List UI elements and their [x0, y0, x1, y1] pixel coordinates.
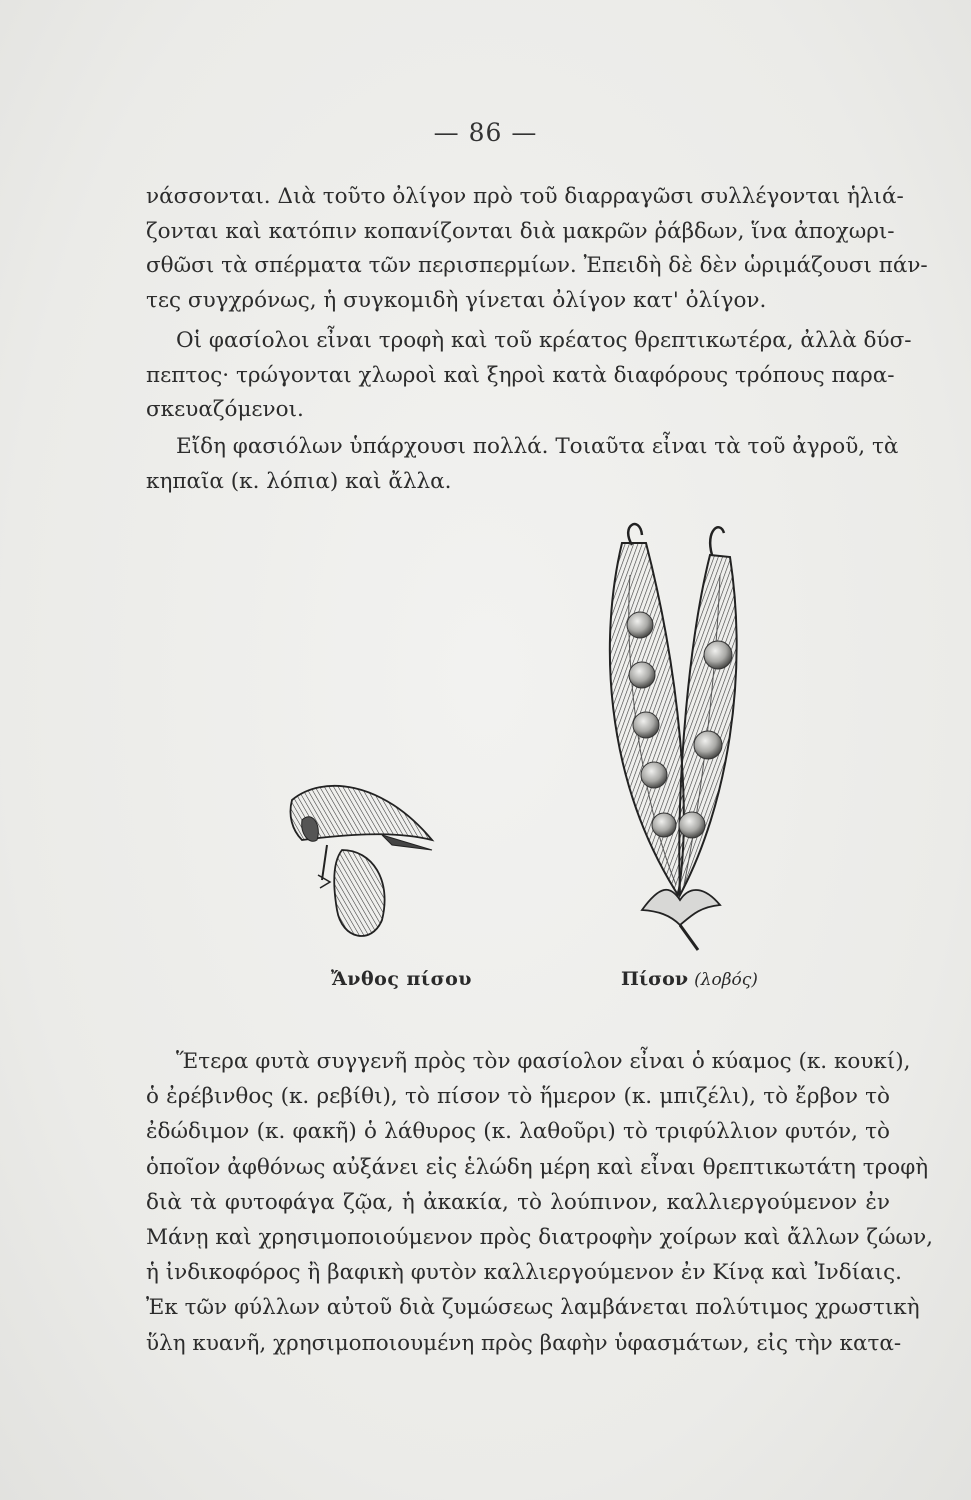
paragraph-varieties — [146, 430, 899, 499]
text-line: τες συγχρόνως, ἡ συγκομιδὴ γίνεται ὀλίγον κατ' ὀλίγον. — [146, 287, 767, 313]
pod-caption — [621, 968, 758, 990]
text-line: νάσσονται. Διὰ τοῦτο ὀλίγον πρὸ τοῦ διαρραγῶσι συλλέγονται ἡλιά- — [146, 184, 904, 209]
text-line: ὁ ἐρέβινθος (κ. ρεβίθι), τὸ πίσον τὸ ἥμερον (κ. μπιζέλι), τὸ ἔρβον τὸ — [146, 1084, 890, 1110]
text-line: ὕλη κυανῆ, χρησιμοποιουμένη πρὸς βαφὴν ὑφασμάτων, εἰς τὴν κατα- — [146, 1330, 902, 1356]
text-line: ὁποῖον ἀφθόνως αὐξάνει εἰς ἑλώδη μέρη καὶ εἶναι θρεπτικωτάτη τροφὴ — [146, 1154, 929, 1180]
pod-caption-note: (λοβός) — [694, 970, 758, 990]
text-line: Οἱ φασίολοι εἶναι τροφὴ καὶ τοῦ κρέατος θρεπτικωτέρα, ἀλλὰ δύσ- — [176, 328, 912, 353]
pea-flower-illustration — [282, 770, 442, 950]
paragraph-related-plants — [146, 1044, 933, 1361]
text-line: ἡ ἰνδικοφόρος ἢ βαφικὴ φυτὸν καλλιεργούμενον ἐν Κίνᾳ καὶ Ἰνδίαις. — [146, 1260, 902, 1286]
text-line: σθῶσι τὰ σπέρματα τῶν περισπερμίων. Ἐπειδὴ δὲ δὲν ὡριμάζουσι πάν- — [146, 253, 928, 279]
text-line: Εἴδη φασιόλων ὑπάρχουσι πολλά. Τοιαῦτα εἶναι τὰ τοῦ ἀγροῦ, τὰ — [176, 434, 899, 459]
flower-caption: Ἄνθος πίσου — [331, 968, 472, 990]
text-line: διὰ τὰ φυτοφάγα ζῷα, ἡ ἀκακία, τὸ λούπινον, καλλιεργούμενον ἐν — [146, 1189, 890, 1215]
pea-pod-illustration — [580, 515, 770, 955]
text-line: Ἐκ τῶν φύλλων αὐτοῦ διὰ ζυμώσεως λαμβάνεται πολύτιμος χρωστικὴ — [146, 1295, 920, 1321]
pod-caption-name: Πίσον — [621, 968, 689, 990]
text-line: κηπαῖα (κ. λόπια) καὶ ἄλλα. — [146, 468, 452, 494]
text-line: πεπτος· τρώγονται χλωροὶ καὶ ξηροὶ κατὰ διαφόρους τρόπους παρα- — [146, 362, 895, 388]
paragraph-nutrition — [146, 324, 912, 428]
text-line: Ἕτερα φυτὰ συγγενῆ πρὸς τὸν φασίολον εἶναι ὁ κύαμος (κ. κουκί), — [176, 1049, 911, 1074]
text-line: ζονται καὶ κατόπιν κοπανίζονται διὰ μακρῶν ῥάβδων, ἵνα ἀποχωρι- — [146, 218, 895, 244]
text-line: σκευαζόμενοι. — [146, 397, 304, 423]
text-line: Μάνῃ καὶ χρησιμοποιούμενον πρὸς διατροφὴν χοίρων καὶ ἄλλων ζώων, — [146, 1224, 933, 1250]
page-number: — 86 — — [433, 118, 538, 147]
paragraph-harvest — [146, 180, 928, 318]
text-line: ἐδώδιμον (κ. φακῆ) ὁ λάθυρος (κ. λαθοῦρι) τὸ τριφύλλιον φυτόν, τὸ — [146, 1119, 890, 1145]
